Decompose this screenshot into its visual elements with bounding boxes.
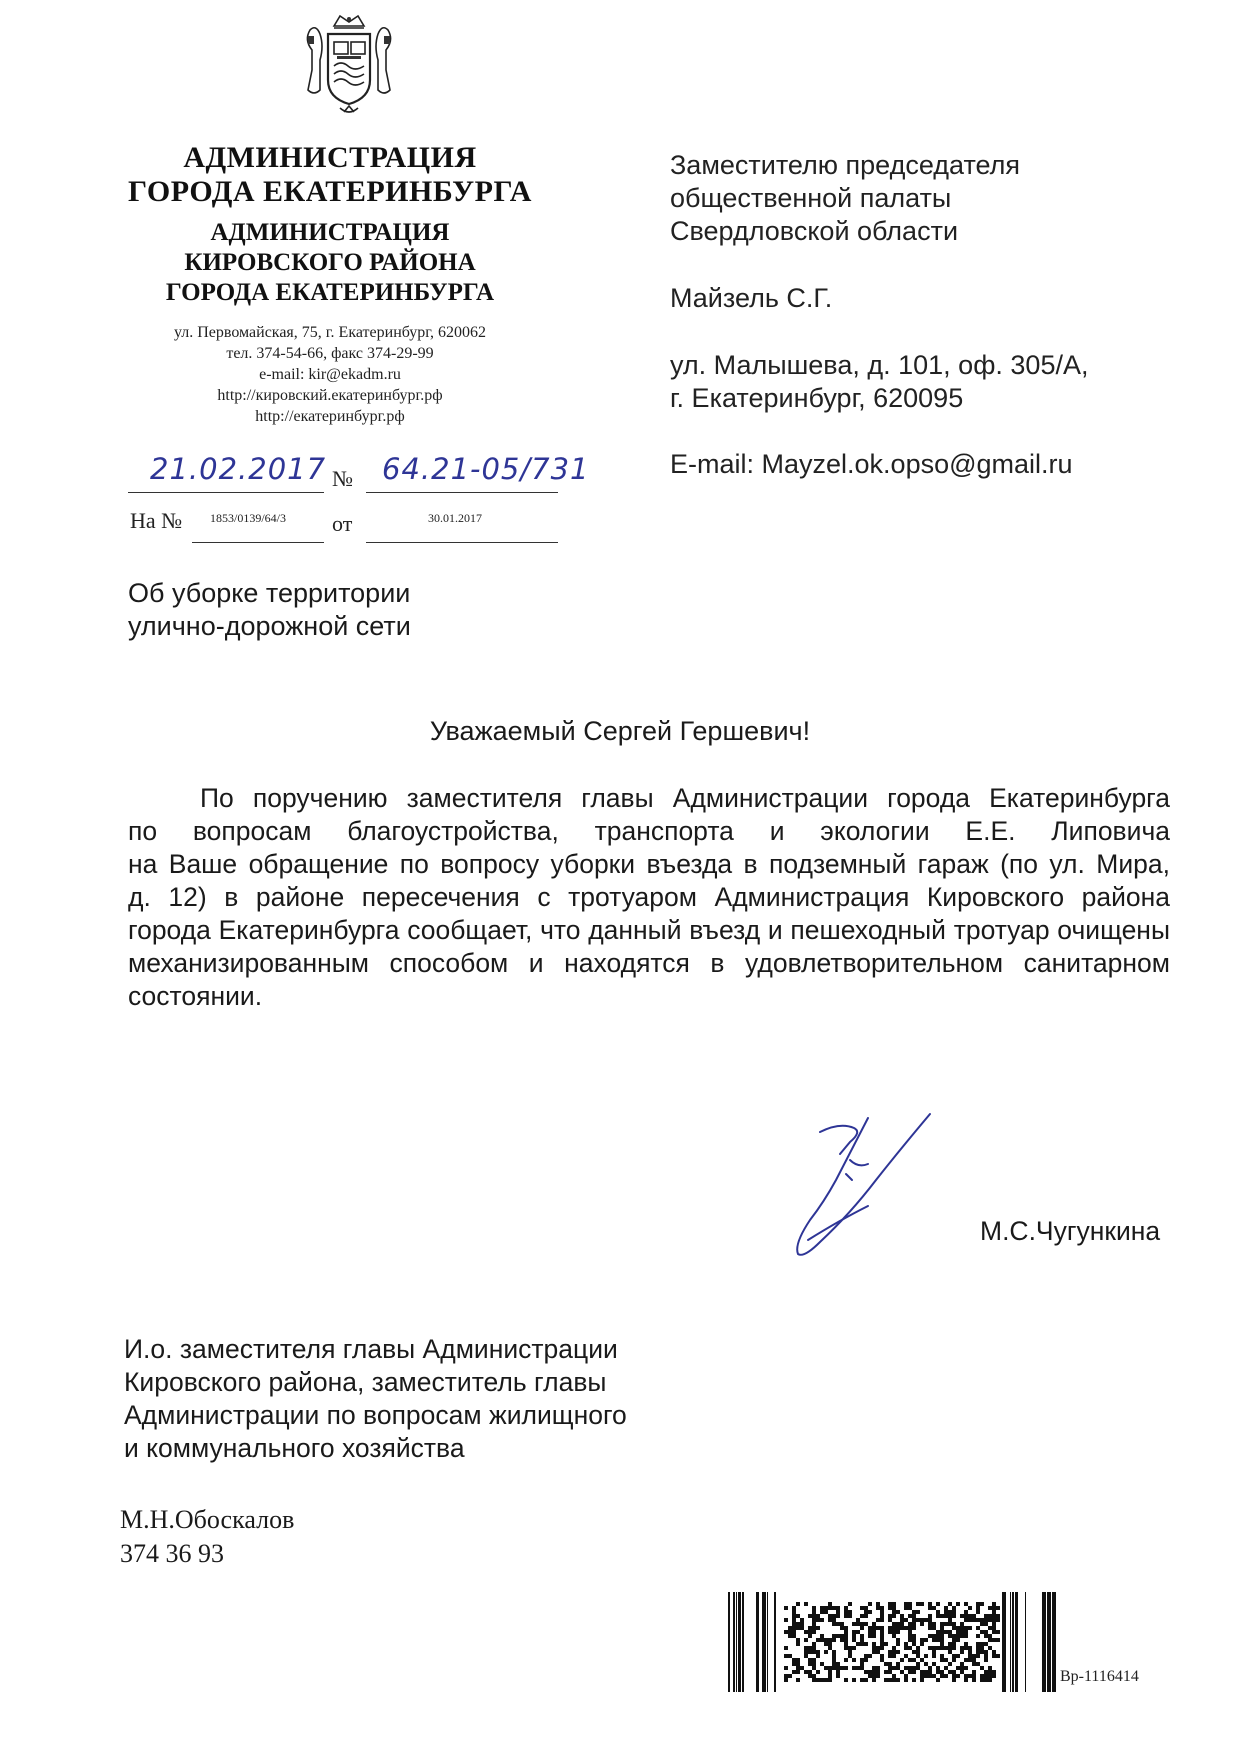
reference-date: 30.01.2017 (428, 511, 482, 525)
subject-line-2: улично-дорожной сети (128, 611, 411, 641)
department-name (100, 218, 560, 308)
signer-title-1: И.о. заместителя главы Администрации (124, 1334, 618, 1364)
org-site-2: http://екатеринбург.рф (255, 408, 405, 425)
org-address: ул. Первомайская, 75, г. Екатеринбург, 620062 (173, 324, 487, 341)
body-line: д. 12) в районе пересечения с тротуаром Администрация Кировского района (128, 882, 1170, 912)
org-phone: тел. 374-54-66, факс 374-29-99 (226, 345, 434, 362)
signer-title-3: Администрации по вопросам жилищного (124, 1400, 627, 1430)
executor-name: М.Н.Обоскалов (120, 1505, 295, 1534)
addressee-address-1: ул. Малышева, д. 101, оф. 305/А, (670, 350, 1089, 380)
body-paragraph (128, 782, 1170, 1013)
subject-line-1: Об уборке территории (128, 578, 411, 608)
document-code: Вр-1116414 (1060, 1668, 1139, 1685)
registration-date: 21.02.2017 (150, 452, 327, 486)
body-line: По поручению заместителя главы Администрации города Екатеринбурга (200, 783, 1170, 813)
body-line: на Ваше обращение по вопросу уборки въезда в подземный гараж (по ул. Мира, (128, 849, 1170, 879)
reference-number: 1853/0139/64/3 (210, 511, 287, 525)
handwritten-signature (780, 1110, 950, 1260)
org-line-2: ГОРОДА ЕКАТЕРИНБУРГА (128, 175, 532, 208)
signer-title (124, 1333, 627, 1465)
body-line: города Екатеринбурга сообщает, что данный въезд и пешеходный тротуар очищены (128, 915, 1170, 945)
from-label: от (332, 511, 353, 536)
signer-name: М.С.Чугункина (980, 1216, 1161, 1246)
coat-of-arms-emblem (290, 10, 408, 120)
addressee-address-2: г. Екатеринбург, 620095 (670, 383, 964, 413)
greeting: Уважаемый Сергей Гершевич! (429, 716, 811, 746)
addressee-line-3: Свердловской области (670, 216, 959, 246)
organization-name (100, 141, 560, 209)
org-line-1: АДМИНИСТРАЦИЯ (183, 141, 477, 174)
document-barcode (728, 1592, 1058, 1692)
signer-title-2: Кировского района, заместитель главы (124, 1367, 607, 1397)
body-line: механизированным способом и находятся в удовлетворительном санитарном (128, 948, 1170, 978)
org-email: e-mail: kir@ekadm.ru (259, 366, 401, 383)
addressee-name: Майзель С.Г. (670, 283, 833, 313)
addressee-email: E-mail: Mayzel.ok.opso@gmail.ru (670, 449, 1073, 479)
number-label: № (332, 466, 353, 491)
addressee-line-2: общественной палаты (670, 183, 952, 213)
org-site-1: http://кировский.екатеринбург.рф (217, 387, 443, 404)
dept-line-1: АДМИНИСТРАЦИЯ (210, 219, 450, 246)
signer-title-4: и коммунального хозяйства (124, 1433, 465, 1463)
registration-number: 64.21-05/731 (382, 452, 590, 486)
addressee-line-1: Заместителю председателя (670, 150, 1021, 180)
addressee-position (670, 149, 1020, 248)
executor-info (120, 1503, 294, 1571)
addressee-address (670, 349, 1088, 415)
dept-line-2: КИРОВСКОГО РАЙОНА (184, 249, 476, 276)
reference-label: На № (130, 508, 183, 533)
dept-line-3: ГОРОДА ЕКАТЕРИНБУРГА (165, 279, 495, 306)
body-line: состоянии. (128, 981, 263, 1011)
body-line: по вопросам благоустройства, транспорта и экологии Е.Е. Липовича (128, 816, 1170, 846)
letter-subject (128, 577, 411, 643)
org-contacts (120, 322, 540, 427)
executor-phone: 374 36 93 (120, 1539, 224, 1568)
